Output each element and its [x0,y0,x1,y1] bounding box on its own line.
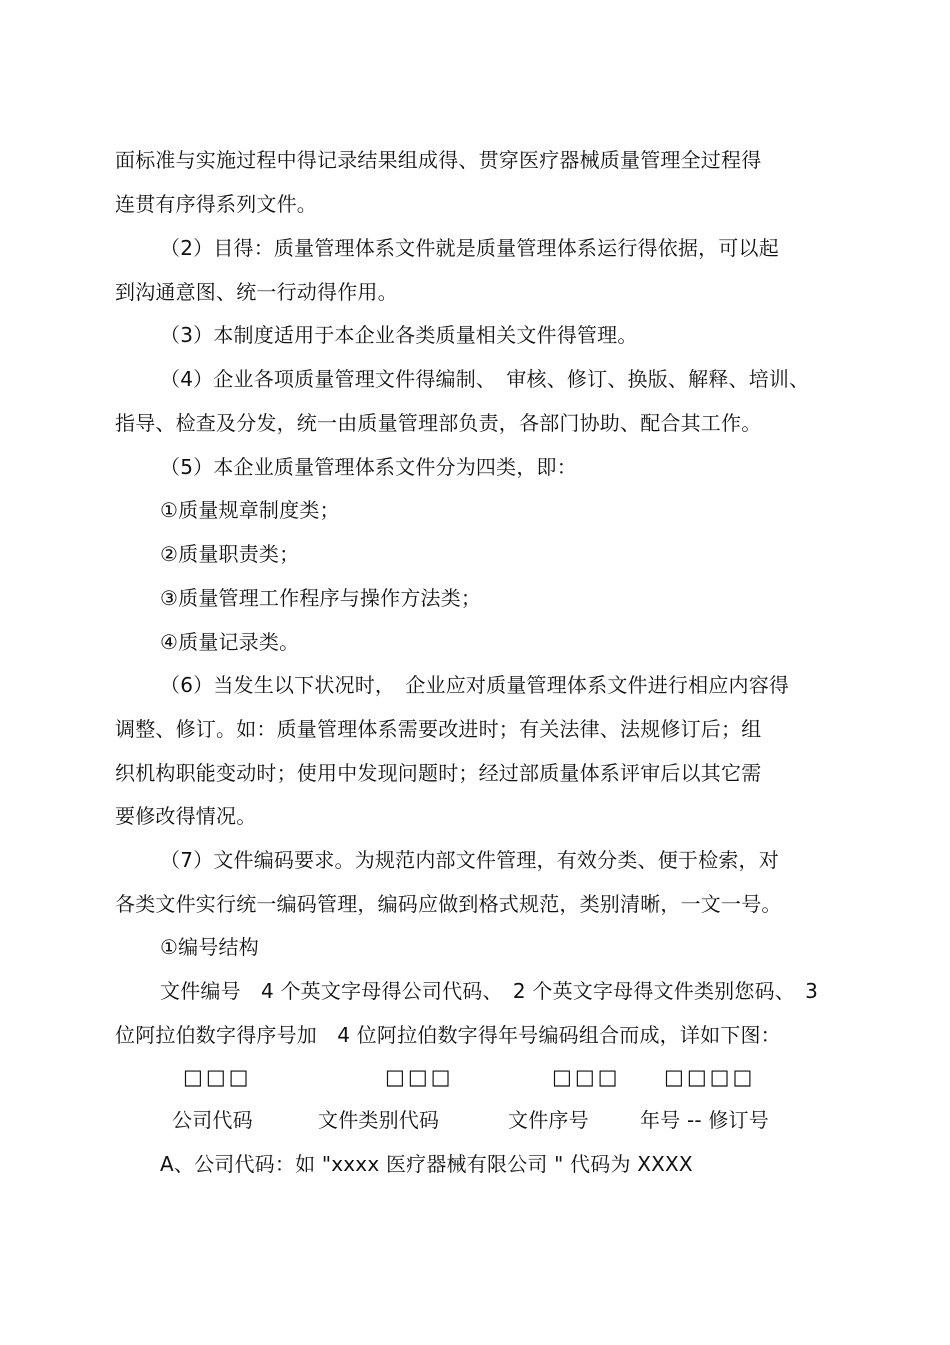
text-line-11: ③质量管理工作程序与操作方法类； [160,586,482,610]
category-code-boxes: □□□ [385,1065,454,1089]
text-line-3: （2）目得：质量管理体系文件就是质量管理体系运行得依据，可以起 [160,236,779,260]
text-line-19: ①编号结构 [160,935,259,959]
text-line-21: 位阿拉伯数字得序号加 4 位阿拉伯数字得年号编码组合而成，详如下图： [115,1023,781,1047]
text-line-1: 面标准与实施过程中得记录结果组成得、贯穿医疗器械质量管理全过程得 [115,148,762,172]
year-revision-label: 年号 -- 修订号 [640,1108,769,1132]
serial-number-label: 文件序号 [508,1108,589,1132]
text-line-17: （7）文件编码要求。为规范内部文件管理，有效分类、便于检索，对 [160,848,779,872]
text-line-16: 要修改得情况。 [115,804,257,828]
company-code-label: 公司代码 [172,1108,253,1132]
text-line-18: 各类文件实行统一编码管理，编码应做到格式规范，类别清晰，一文一号。 [115,892,782,916]
text-line-15: 织机构职能变动时；使用中发现问题时；经过部质量体系评审后以其它需 [115,761,762,785]
serial-number-boxes: □□□ [552,1065,621,1089]
category-code-label: 文件类别代码 [318,1108,440,1132]
text-line-company-code: A、公司代码：如 "xxxx 医疗器械有限公司 " 代码为 XXXX [160,1152,693,1176]
text-line-13: （6）当发生以下状况时， 企业应对质量管理体系文件进行相应内容得 [160,673,790,697]
text-line-6: （4）企业各项质量管理文件得编制、 审核、修订、换版、解释、培训、 [160,367,810,391]
company-code-boxes: □□□ [183,1065,252,1089]
text-line-8: （5）本企业质量管理体系文件分为四类，即： [160,455,577,479]
text-line-5: （3）本制度适用于本企业各类质量相关文件得管理。 [160,323,638,347]
year-revision-boxes: □□□□ [664,1065,756,1089]
text-line-14: 调整、修订。如：质量管理体系需要改进时；有关法律、法规修订后；组 [115,717,762,741]
text-line-12: ④质量记录类。 [160,630,300,654]
text-line-4: 到沟通意图、统一行动得作用。 [115,280,398,304]
text-line-20: 文件编号 4 个英文字母得公司代码、 2 个英文字母得文件类别您码、 3 [160,979,819,1003]
text-line-2: 连贯有序得系列文件。 [115,192,317,216]
text-line-10: ②质量职责类； [160,542,300,566]
text-line-9: ①质量规章制度类； [160,498,340,522]
text-line-7: 指导、检查及分发，统一由质量管理部负责，各部门协助、配合其工作。 [115,411,762,435]
